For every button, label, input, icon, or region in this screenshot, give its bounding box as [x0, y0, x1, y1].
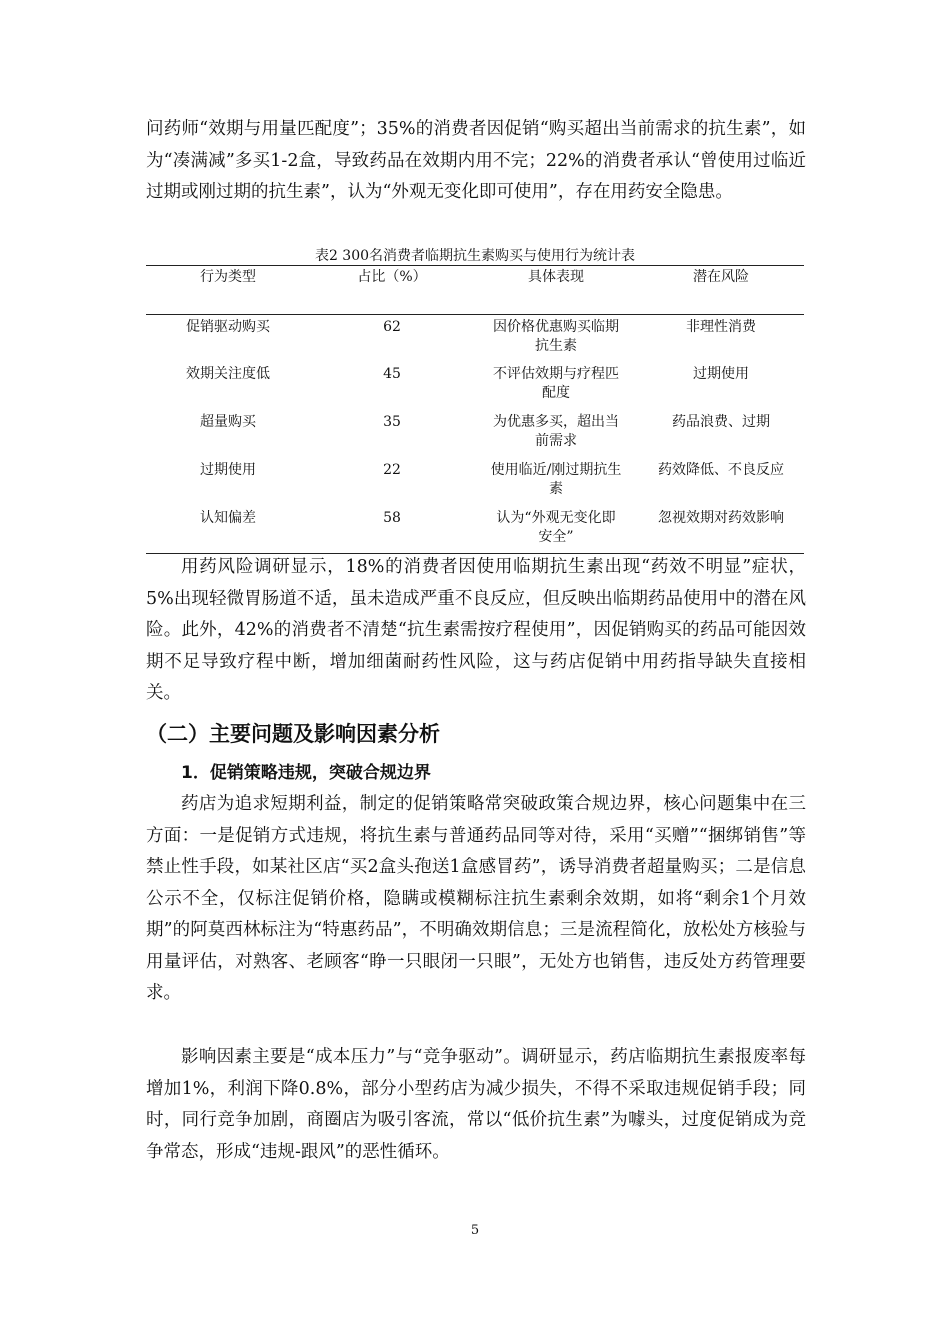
table-cell-text: 因价格优惠购买临期抗生素	[493, 319, 619, 354]
paragraph-promotion-violations: 药店为追求短期利益，制定的促销策略常突破政策合规边界，核心问题集中在三方面：一是促销方式违规，将抗生素与普通药品同等对待，采用“买赠”“捆绑销售”等禁止性手段，如某社区店“买2盒头孢送1盒感冒药”，诱导消费者超量购买；二是信息公示不全，仅标注促销价格，隐瞒或模糊标注抗生素剩余效期，如将“剩余1个月效期”的阿莫西林标注为“特惠药品”，不明确效期信息；三是流程简化，放松处方核验与用量评估，对熟客、老顾客“睁一只眼闭一只眼”，无处方也销售，违反处方药管理要求。	[146, 794, 806, 1003]
table-cell	[474, 413, 638, 451]
table-cell: 22	[383, 462, 401, 478]
section-heading: （二）主要问题及影响因素分析	[146, 722, 440, 746]
page-number: 5	[470, 1223, 480, 1238]
table-header-rule	[146, 314, 804, 315]
paragraph-consumer-behavior: 问药师“效期与用量匹配度”；35%的消费者因促销“购买超出当前需求的抗生素”，如为“凑满减”多买1-2盒，导致药品在效期内用不完；22%的消费者承认“曾使用过临近过期或刚过期的抗生素”，认为“外观无变化即可使用”，存在用药安全隐患。	[146, 119, 806, 202]
table-cell: 药效降低、不良反应	[658, 462, 784, 478]
subsection-heading: 1．促销策略违规，突破合规边界	[181, 763, 431, 783]
table-top-rule	[146, 265, 804, 266]
table-cell: 超量购买	[200, 414, 256, 430]
table-cell: 药品浪费、过期	[672, 414, 770, 430]
table-caption: 表2 300名消费者临期抗生素购买与使用行为统计表	[314, 248, 636, 264]
table-cell-text: 不评估效期与疗程匹配度	[493, 366, 619, 401]
paragraph-influencing-factors: 影响因素主要是“成本压力”与“竞争驱动”。调研显示，药店临期抗生素报废率每增加1%，利润下降0.8%，部分小型药店为减少损失，不得不采取违规促销手段；同时，同行竞争加剧，商圈店为吸引客流，常以“低价抗生素”为噱头，过度促销成为竞争常态，形成“违规-跟风”的恶性循环。	[146, 1047, 806, 1162]
table-cell: 过期使用	[693, 366, 749, 382]
table-cell: 效期关注度低	[186, 366, 270, 382]
table-cell	[474, 509, 638, 547]
table-cell: 58	[383, 510, 401, 526]
table-header-cell: 占比（%）	[357, 269, 427, 285]
table-cell: 35	[383, 414, 401, 430]
table-cell: 45	[383, 366, 401, 382]
table-cell: 非理性消费	[686, 319, 756, 335]
paragraph-medication-risk: 用药风险调研显示，18%的消费者因使用临期抗生素出现“药效不明显”症状，5%出现轻微胃肠道不适，虽未造成严重不良反应，但反映出临期药品使用中的潜在风险。此外，42%的消费者不清楚“抗生素需按疗程使用”，因促销购买的药品可能因效期不足导致疗程中断，增加细菌耐药性风险，这与药店促销中用药指导缺失直接相关。	[146, 557, 806, 703]
table-cell: 62	[383, 319, 401, 335]
table-header-cell: 具体表现	[528, 269, 584, 285]
table-cell-text: 为优惠多买，超出当前需求	[493, 414, 619, 449]
table-cell	[474, 318, 638, 356]
table-cell: 过期使用	[200, 462, 256, 478]
table-cell-text: 使用临近/刚过期抗生素	[490, 462, 622, 497]
table-cell: 认知偏差	[200, 510, 256, 526]
table-cell	[474, 365, 638, 403]
table-cell-text: 认为“外观无变化即安全”	[496, 510, 616, 545]
table-cell: 忽视效期对药效影响	[658, 510, 784, 526]
table-header-cell: 行为类型	[200, 269, 256, 285]
table-header-cell: 潜在风险	[693, 269, 749, 285]
table-cell: 促销驱动购买	[186, 319, 270, 335]
table-cell	[474, 461, 638, 499]
